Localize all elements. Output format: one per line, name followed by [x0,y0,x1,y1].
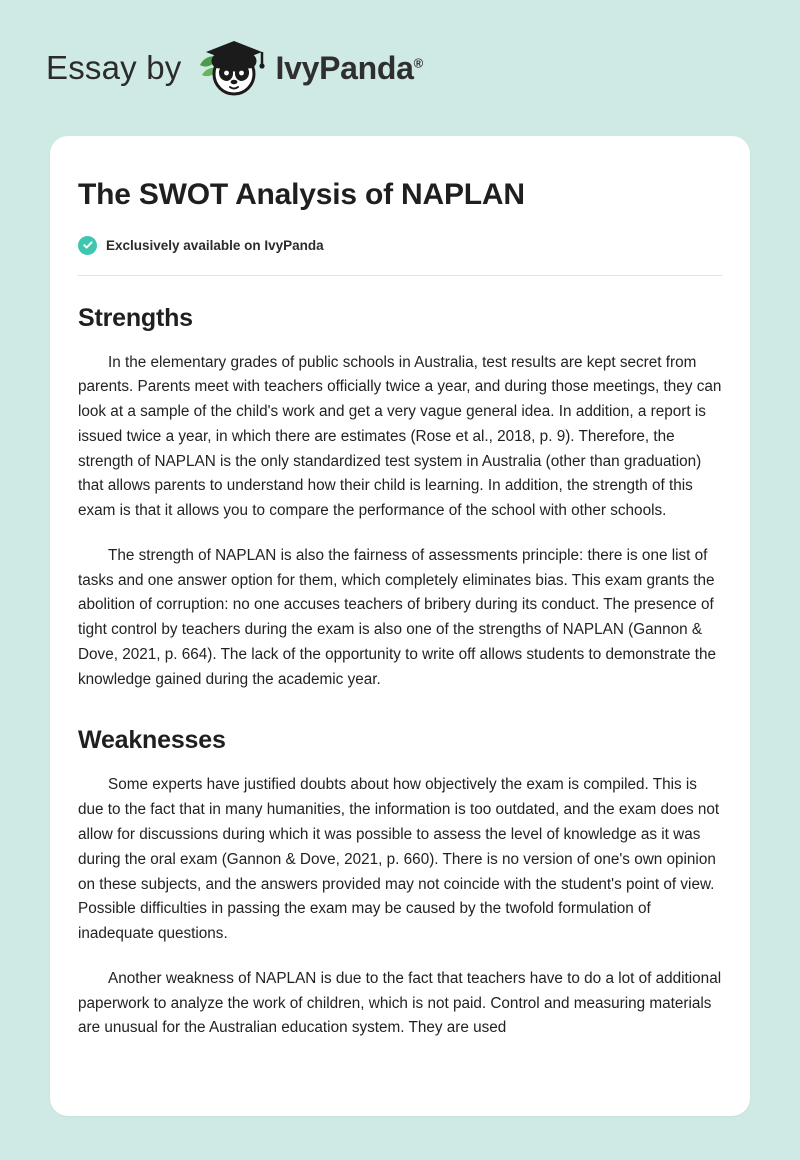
brand-logo[interactable] [192,37,423,99]
section-heading-strengths: Strengths [78,303,193,332]
exclusivity-badge [78,236,722,255]
document-card [50,136,750,1116]
exclusivity-label: Exclusively available on IvyPanda [106,237,324,253]
check-circle-icon [78,236,97,255]
site-header [0,0,800,136]
panda-graduate-icon [192,37,270,99]
page-title: The SWOT Analysis of NAPLAN [78,178,525,211]
section-heading-weaknesses: Weaknesses [78,726,226,755]
paragraph: In the elementary grades of public schools in Australia, test results are kept secret from parents. Parents meet with teachers officially twice a year, and during those meetings, they can look at a sample of the child's work and get a very vague general idea. In addition, a report is issued twice a year, in which there are estimates (Rose et al., 2018, p. 9). Therefore, the strength of NAPLAN is the only standardized test system in Australia (other than graduation) that allows parents to understand how their child is learning. In addition, the strength of this exam is that it allows you to compare the performance of the school with other schools. [78,353,722,520]
essay-by-label: Essay by [46,49,182,86]
title-divider [78,275,722,276]
paragraph: Another weakness of NAPLAN is due to the fact that teachers have to do a lot of additional paperwork to analyze the work of children, which is not paid. Control and measuring materials are unusual for the Australian education system. They are used [78,969,722,1037]
brand-name: IvyPanda® [275,49,423,86]
brand-row [46,37,423,99]
registered-mark: ® [413,54,423,70]
paragraph: The strength of NAPLAN is also the fairness of assessments principle: there is one list of tasks and one answer option for them, which completely eliminates bias. This exam grants the abolition of corruption: no one accuses teachers of bribery during its conduct. The presence of tight control by teachers during the exam is also one of the strengths of NAPLAN (Gannon & Dove, 2021, p. 664). The lack of the opportunity to write off allows students to demonstrate the knowledge gained during the academic year. [78,546,717,688]
paragraph: Some experts have justified doubts about how objectively the exam is compiled. This is due to the fact that in many humanities, the information is too outdated, and the exam does not allow for discussions during which it was possible to assess the level of knowledge as it was during the oral exam (Gannon & Dove, 2021, p. 660). There is no version of one's own opinion on these subjects, and the answers provided may not coincide with the student's point of view. Possible difficulties in passing the exam may be caused by the twofold formulation of inadequate questions. [78,776,720,943]
